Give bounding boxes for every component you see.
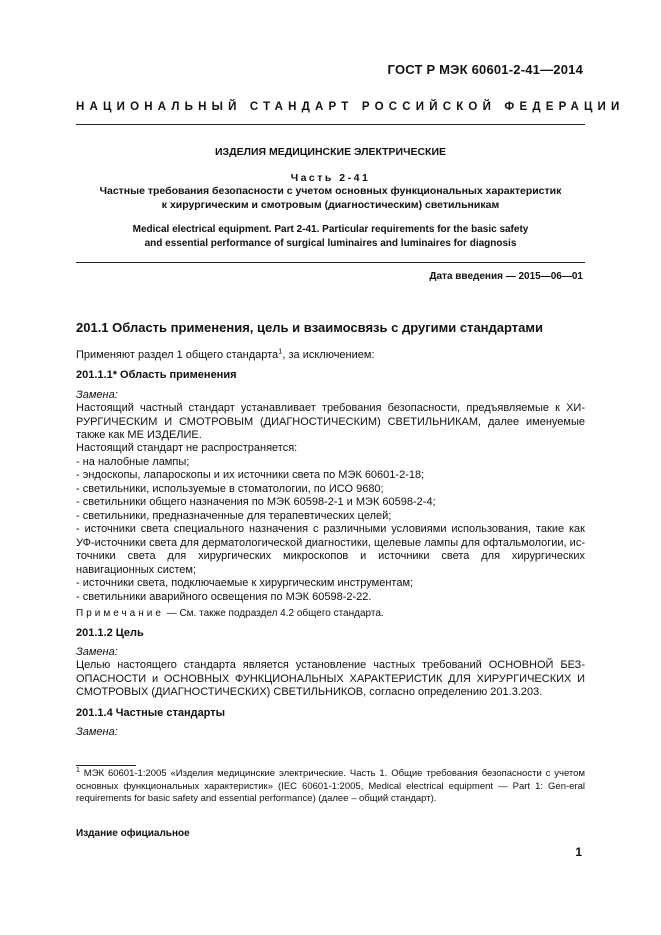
- title-en-line1: Medical electrical equipment. Part 2-41. Particular requirements for the basic safety: [132, 224, 529, 235]
- list-item: - источники света специального назначения с различными условиями использования, такие как УФ-источники света для дерматологической диагностики, щелевые лампы для офтальмологии, ис-точники света для хирургических микроскопов и источники света для хирургических навигационных систем;: [76, 523, 585, 576]
- list-item: - на налобные лампы;: [76, 455, 190, 468]
- part-label: Часть 2-41: [290, 172, 371, 184]
- scope-heading: 201.1.1* Область применения: [76, 369, 237, 381]
- subtitle-ru-line1: Частные требования безопасности с учетом основных функциональных характеристик: [99, 185, 562, 197]
- footnote: [76, 768, 585, 806]
- intro-paragraph: [76, 346, 585, 363]
- note: [76, 608, 384, 619]
- official-edition-label: Издание официальное: [76, 828, 190, 839]
- purpose-paragraph: Целью настоящего стандарта является установление частных требований ОСНОВНОЙ БЕЗ-ОПАСНОСТИ и ОСНОВНЫХ ФУНКЦИОНАЛЬНЫХ ХАРАКТЕРИСТИК ДЛЯ ХИРУРГИЧЕСКИХ И СМОТРОВЫХ (ДИАГНОСТИЧЕСКИХ) СВЕТИЛЬНИКОВ, согласно определению 201.3.203.: [76, 659, 585, 698]
- page-number: 1: [575, 845, 582, 859]
- footnote-ref: 1: [278, 346, 283, 356]
- introduction-date: Дата введения — 2015—06—01: [429, 271, 583, 282]
- purpose-replace-label: Замена:: [76, 646, 118, 658]
- list-item: - светильники общего назначения по МЭК 60598-2-1 и МЭК 60598-2-4;: [76, 496, 436, 508]
- scope-p2: Настоящий стандарт не распространяется:: [76, 442, 298, 454]
- title-en-line2: and essential performance of surgical luminaires and luminaires for diagnosis: [144, 237, 517, 249]
- particular-standards-heading: 201.1.4 Частные стандарты: [76, 707, 226, 719]
- standard-number: ГОСТ Р МЭК 60601-2-41—2014: [387, 62, 583, 77]
- exclusion-list: [76, 456, 585, 605]
- national-standard-banner: НАЦИОНАЛЬНЫЙ СТАНДАРТ РОССИЙСКОЙ ФЕДЕРАЦИИ: [76, 101, 625, 113]
- list-item: - эндоскопы, лапароскопы и их источники света по МЭК 60601-2-18;: [76, 469, 425, 481]
- title-divider: [76, 262, 585, 263]
- particular-replace-label: Замена:: [76, 726, 118, 738]
- list-item: - источники света, подключаемые к хирургическим инструментам;: [76, 577, 414, 589]
- subtitle-ru-line2: к хирургическим и смотровым (диагностическим) светильникам: [161, 198, 500, 211]
- section-heading: 201.1 Область применения, цель и взаимосвязь с другими стандартами: [76, 320, 543, 335]
- subtitle-ru: [76, 185, 585, 212]
- scope-replace-label: Замена:: [76, 389, 118, 401]
- footnote-mark: 1: [76, 766, 80, 774]
- note-label: Примечание: [76, 608, 164, 619]
- intro-text: Применяют раздел 1 общего стандарта: [76, 349, 279, 361]
- scope-paragraph: [76, 402, 585, 443]
- footnote-divider: [76, 765, 136, 766]
- scope-p1: Настоящий частный стандарт устанавливает требования безопасности, предъявляемые к ХИ-РУРГИЧЕСКИМ И СМОТРОВЫМ (ДИАГНОСТИЧЕСКИМ) СВЕТИЛЬНИКАМ, далее именуемые также как МЕ ИЗДЕЛИЕ.: [76, 402, 585, 441]
- note-text: — См. также подраздел 4.2 общего стандарта.: [163, 608, 384, 619]
- top-divider: [76, 124, 585, 125]
- list-item: - светильники, используемые в стоматологии, по ИСО 9680;: [76, 482, 384, 495]
- title-en: [76, 223, 585, 250]
- document-title: ИЗДЕЛИЯ МЕДИЦИНСКИЕ ЭЛЕКТРИЧЕСКИЕ: [214, 146, 447, 158]
- purpose-heading: 201.1.2 Цель: [76, 627, 144, 639]
- scope-exclusions-block: [76, 442, 585, 604]
- intro-tail: , за исключением:: [282, 349, 375, 361]
- list-item: - светильники, предназначенные для терапевтических целей;: [76, 509, 392, 522]
- list-item: - светильники аварийного освещения по МЭК 60598-2-22.: [76, 590, 372, 603]
- footnote-text: МЭК 60601-1:2005 «Изделия медицинские электрические. Часть 1. Общие требования безопасности с учетом основных функциональных характеристик» (IEC 60601-1:2005, Medical electrical equipment — Part 1: Gen-eral requirements for basic safety and essential performance) (далее – общий стандарт).: [76, 768, 585, 804]
